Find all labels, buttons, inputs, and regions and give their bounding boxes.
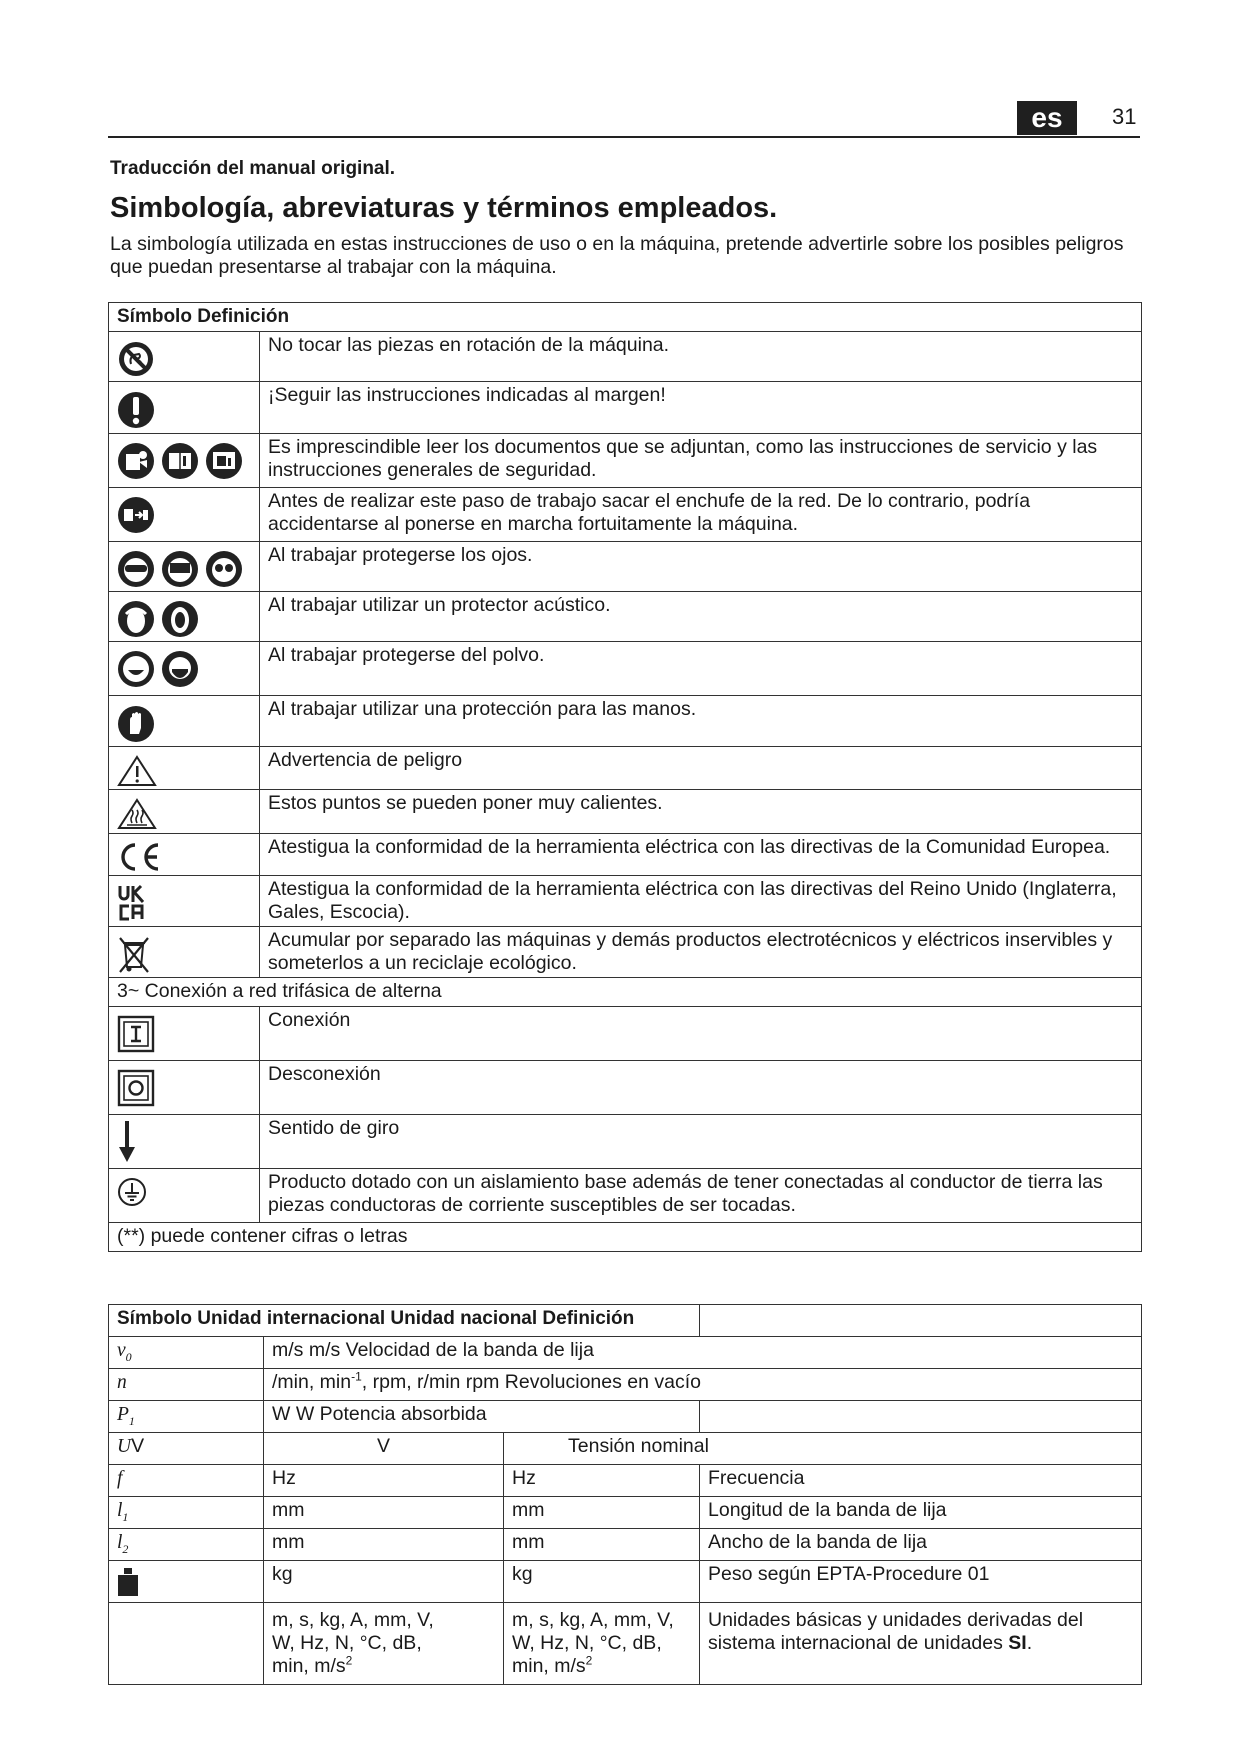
symbol-letter: l [117, 1500, 123, 1521]
units-line-text: min, m/s [512, 1655, 586, 1677]
footnote-row: (**) puede contener cifras o letras [109, 1223, 1142, 1252]
definition-cell: Atestigua la conformidad de la herramienta eléctrica con las directivas de la Comunidad Europea. [260, 834, 1142, 876]
switch-on-icon [117, 1015, 155, 1053]
symbol-letter: l [117, 1532, 123, 1553]
national-unit-cell: mm [504, 1529, 700, 1561]
protective-earth-icon [117, 1177, 147, 1207]
symbol-unit: V [131, 1435, 145, 1457]
symbol-cell [109, 1061, 260, 1115]
header-rule [108, 136, 1140, 138]
symbol-cell [109, 876, 260, 927]
language-badge: es [1017, 101, 1077, 135]
symbol-cell [109, 382, 260, 434]
symbol-cell [109, 1007, 260, 1061]
definition-cell: Producto dotado con un aislamiento base además de tener conectadas al conductor de tierra las piezas conductoras de corriente susceptibles de ser tocadas. [260, 1169, 1142, 1223]
symbol-cell [109, 1169, 260, 1223]
symbol-letter: P [117, 1404, 129, 1425]
definition-cell: Acumular por separado las máquinas y demás productos electrotécnicos y eléctricos inservibles y someterlos a un reciclaje ecológico. [260, 927, 1142, 978]
ear-protection-icon [161, 600, 199, 638]
unit-symbol-weight [109, 1561, 264, 1603]
no-touch-rotating-parts-icon [117, 340, 155, 378]
unit-text-part: /min, min [272, 1371, 352, 1393]
unit-superscript: -1 [351, 1369, 362, 1384]
units-superscript: 2 [345, 1653, 353, 1668]
protective-gloves-icon [117, 704, 155, 744]
national-unit-cell: kg [504, 1561, 700, 1603]
units-line-text: min, m/s [272, 1655, 346, 1677]
definition-cell: Frecuencia [700, 1465, 1142, 1497]
ukca-mark-icon [117, 884, 147, 922]
units-header-empty-cell [700, 1305, 1142, 1337]
symbol-cell [109, 927, 260, 978]
symbol-cell [109, 488, 260, 542]
symbol-cell [109, 592, 260, 642]
symbol-cell [109, 642, 260, 696]
definition-cell: Peso según EPTA-Procedure 01 [700, 1561, 1142, 1603]
warning-triangle-icon [117, 755, 157, 787]
intl-unit-cell: kg [264, 1561, 504, 1603]
empty-symbol-cell [109, 1603, 264, 1685]
symbol-cell [109, 834, 260, 876]
symbol-cell [109, 434, 260, 488]
definition-cell: Desconexión [260, 1061, 1142, 1115]
unit-symbol-n: n [109, 1369, 264, 1401]
units-line [272, 1655, 495, 1678]
national-unit-cell: Hz [504, 1465, 700, 1497]
definition-cell: Al trabajar protegerse del polvo. [260, 642, 1142, 696]
national-unit-cell: mm [504, 1497, 700, 1529]
units-line: W, Hz, N, °C, dB, [272, 1632, 422, 1654]
definition-cell: Sentido de giro [260, 1115, 1142, 1169]
intl-unit-cell: mm [264, 1497, 504, 1529]
symbol-cell [109, 790, 260, 834]
units-line: m, s, kg, A, mm, V, [272, 1609, 434, 1631]
intl-unit-cell: Hz [264, 1465, 504, 1497]
definition-cell: No tocar las piezas en rotación de la máquina. [260, 332, 1142, 382]
intro-paragraph: La simbología utilizada en estas instrucciones de uso o en la máquina, pretende advertirle sobre los posibles peligros que puedan presentarse al trabajar con la máquina. [110, 233, 1124, 278]
symbol-letter: U [117, 1436, 132, 1457]
dust-mask-icon [117, 650, 155, 688]
definition-cell: Longitud de la banda de lija [700, 1497, 1142, 1529]
definition-cell: Al trabajar protegerse los ojos. [260, 542, 1142, 592]
units-line [512, 1655, 691, 1678]
definition-cell: Ancho de la banda de lija [700, 1529, 1142, 1561]
manual-screen-icon [205, 442, 243, 480]
symbol-cell [109, 1115, 260, 1169]
intl-unit-cell: mm [264, 1529, 504, 1561]
symbol-subscript: 1 [128, 1413, 135, 1428]
definition-cell: ¡Seguir las instrucciones indicadas al margen! [260, 382, 1142, 434]
unit-row-text: m/s m/s Velocidad de la banda de lija [264, 1337, 1142, 1369]
si-definition-text: Unidades básicas y unidades derivadas del sistema internacional de unidades [708, 1609, 1084, 1654]
definition-cell: Atestigua la conformidad de la herramienta eléctrica con las directivas del Reino Unido (Inglaterra, Gales, Escocia). [260, 876, 1142, 927]
symbols-table-header: Símbolo Definición [109, 303, 1142, 332]
weee-bin-icon [117, 935, 151, 975]
empty-cell [700, 1401, 1142, 1433]
hot-surface-icon [117, 798, 157, 830]
symbol-cell [109, 696, 260, 747]
safety-glasses-icon [205, 550, 243, 588]
unit-symbol-l1 [109, 1497, 264, 1529]
unit-symbol-p1 [109, 1401, 264, 1433]
units-line: m, s, kg, A, mm, V, [512, 1609, 674, 1631]
read-manual-icon [117, 442, 155, 480]
unit-symbol-v0 [109, 1337, 264, 1369]
symbol-subscript: 1 [122, 1509, 129, 1524]
ce-mark-icon [117, 842, 163, 872]
ear-muffs-icon [117, 600, 155, 638]
definition-cell: Antes de realizar este paso de trabajo sacar el enchufe de la red. De lo contrario, podría accidentarse al ponerse en marcha fortuitamente la máquina. [260, 488, 1142, 542]
units-line: W, Hz, N, °C, dB, [512, 1632, 662, 1654]
translation-note: Traducción del manual original. [110, 158, 396, 179]
safety-goggles-icon [117, 550, 155, 588]
si-definition-cell [700, 1603, 1142, 1685]
three-phase-row: 3~ Conexión a red trifásica de alterna [109, 978, 1142, 1007]
intl-unit-cell: V [264, 1433, 504, 1465]
symbol-subscript: 2 [122, 1541, 129, 1556]
definition-cell: Tensión nominal [504, 1433, 1142, 1465]
unit-symbol-f: f [109, 1465, 264, 1497]
symbol-cell [109, 332, 260, 382]
page-number: 31 [1112, 104, 1137, 129]
weight-icon [117, 1567, 139, 1597]
definition-cell: Estos puntos se pueden poner muy calientes. [260, 790, 1142, 834]
symbol-subscript: 0 [125, 1349, 132, 1364]
symbol-cell [109, 542, 260, 592]
intl-units-list [264, 1603, 504, 1685]
switch-off-icon [117, 1069, 155, 1107]
unplug-icon [117, 496, 155, 534]
units-table-header: Símbolo Unidad internacional Unidad nacional Definición [109, 1305, 700, 1337]
symbol-cell [109, 747, 260, 790]
unit-symbol-u [109, 1433, 264, 1465]
definition-cell: Al trabajar utilizar un protector acústico. [260, 592, 1142, 642]
unit-row-text: W W Potencia absorbida [264, 1401, 700, 1433]
face-shield-icon [161, 550, 199, 588]
section-title: Simbología, abreviaturas y términos empleados. [110, 192, 778, 224]
book-info-icon [161, 442, 199, 480]
definition-cell: Es imprescindible leer los documentos que se adjuntan, como las instrucciones de servicio y las instrucciones generales de seguridad. [260, 434, 1142, 488]
rotation-arrow-icon [117, 1119, 137, 1163]
definition-cell: Conexión [260, 1007, 1142, 1061]
exclamation-mandatory-icon [117, 390, 155, 430]
national-units-list [504, 1603, 700, 1685]
definition-cell: Advertencia de peligro [260, 747, 1142, 790]
unit-symbol-l2 [109, 1529, 264, 1561]
definition-cell: Al trabajar utilizar una protección para las manos. [260, 696, 1142, 747]
symbol-letter: v [117, 1340, 126, 1361]
respirator-icon [161, 650, 199, 688]
units-table [108, 1304, 1142, 1685]
symbols-table [108, 302, 1142, 1252]
unit-text-part: , rpm, r/min rpm Revoluciones en vacío [361, 1371, 701, 1393]
si-bold: SI [1008, 1632, 1027, 1654]
units-superscript: 2 [585, 1653, 593, 1668]
unit-row-text [264, 1369, 1142, 1401]
si-period: . [1026, 1632, 1033, 1654]
